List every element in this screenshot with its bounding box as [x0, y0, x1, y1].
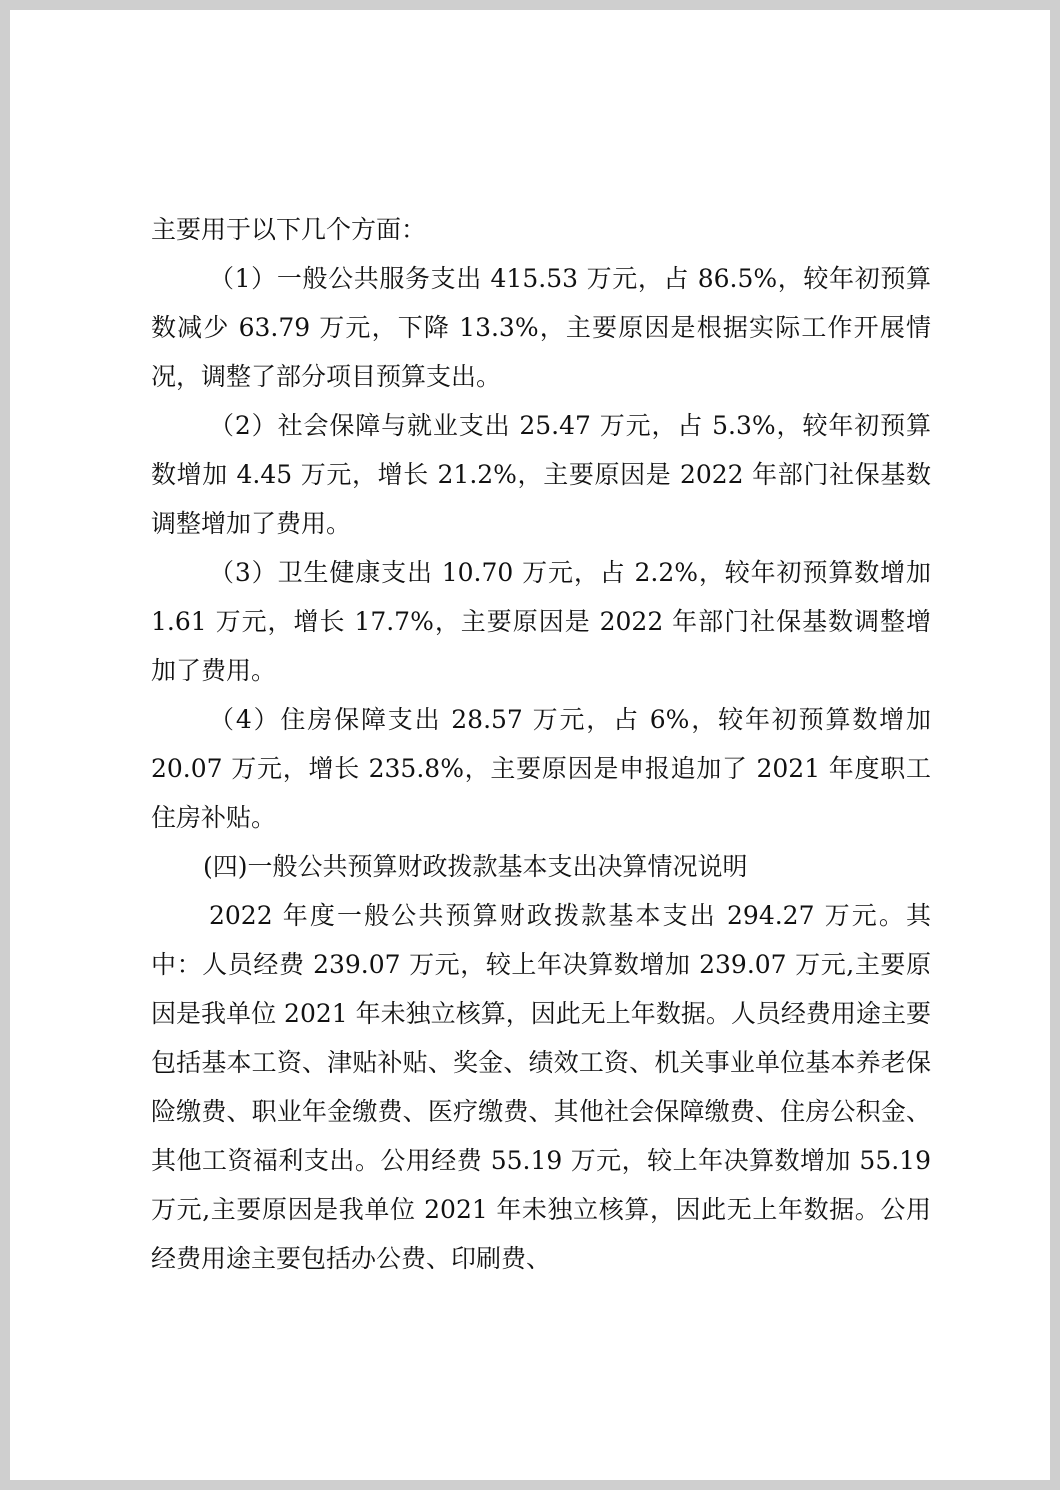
document-page: [10, 10, 1050, 1480]
item-2-paragraph: （2）社会保障与就业支出 25.47 万元，占 5.3%，较年初预算数增加 4.45 万元，增长 21.2%，主要原因是 2022 年部门社保基数调整增加了费用。: [151, 411, 931, 538]
section-heading: (四)一般公共预算财政拨款基本支出决算情况说明: [203, 852, 748, 881]
section-body-paragraph: 2022 年度一般公共预算财政拨款基本支出 294.27 万元。其中：人员经费 239.07 万元，较上年决算数增加 239.07 万元,主要原因是我单位 2021 年未独立核算，因此无上年数据。人员经费用途主要包括基本工资、津贴补贴、奖金、绩效工资、机关事业单位基本养老保险缴费、职业年金缴费、医疗缴费、其他社会保障缴费、住房公积金、其他工资福利支出。公用经费 55.19 万元，较上年决算数增加 55.19 万元,主要原因是我单位 2021 年未独立核算，因此无上年数据。公用经费用途主要包括办公费、印刷费、: [151, 901, 931, 1273]
item-1-paragraph: （1）一般公共服务支出 415.53 万元，占 86.5%，较年初预算数减少 63.79 万元，下降 13.3%，主要原因是根据实际工作开展情况，调整了部分项目预算支出。: [151, 264, 931, 391]
intro-paragraph: 主要用于以下几个方面：: [151, 215, 427, 244]
item-3-paragraph: （3）卫生健康支出 10.70 万元，占 2.2%，较年初预算数增加 1.61 万元，增长 17.7%，主要原因是 2022 年部门社保基数调整增加了费用。: [151, 558, 931, 685]
item-4-paragraph: （4）住房保障支出 28.57 万元，占 6%，较年初预算数增加 20.07 万元，增长 235.8%，主要原因是申报追加了 2021 年度职工住房补贴。: [151, 705, 931, 832]
document-body: [151, 205, 931, 1283]
